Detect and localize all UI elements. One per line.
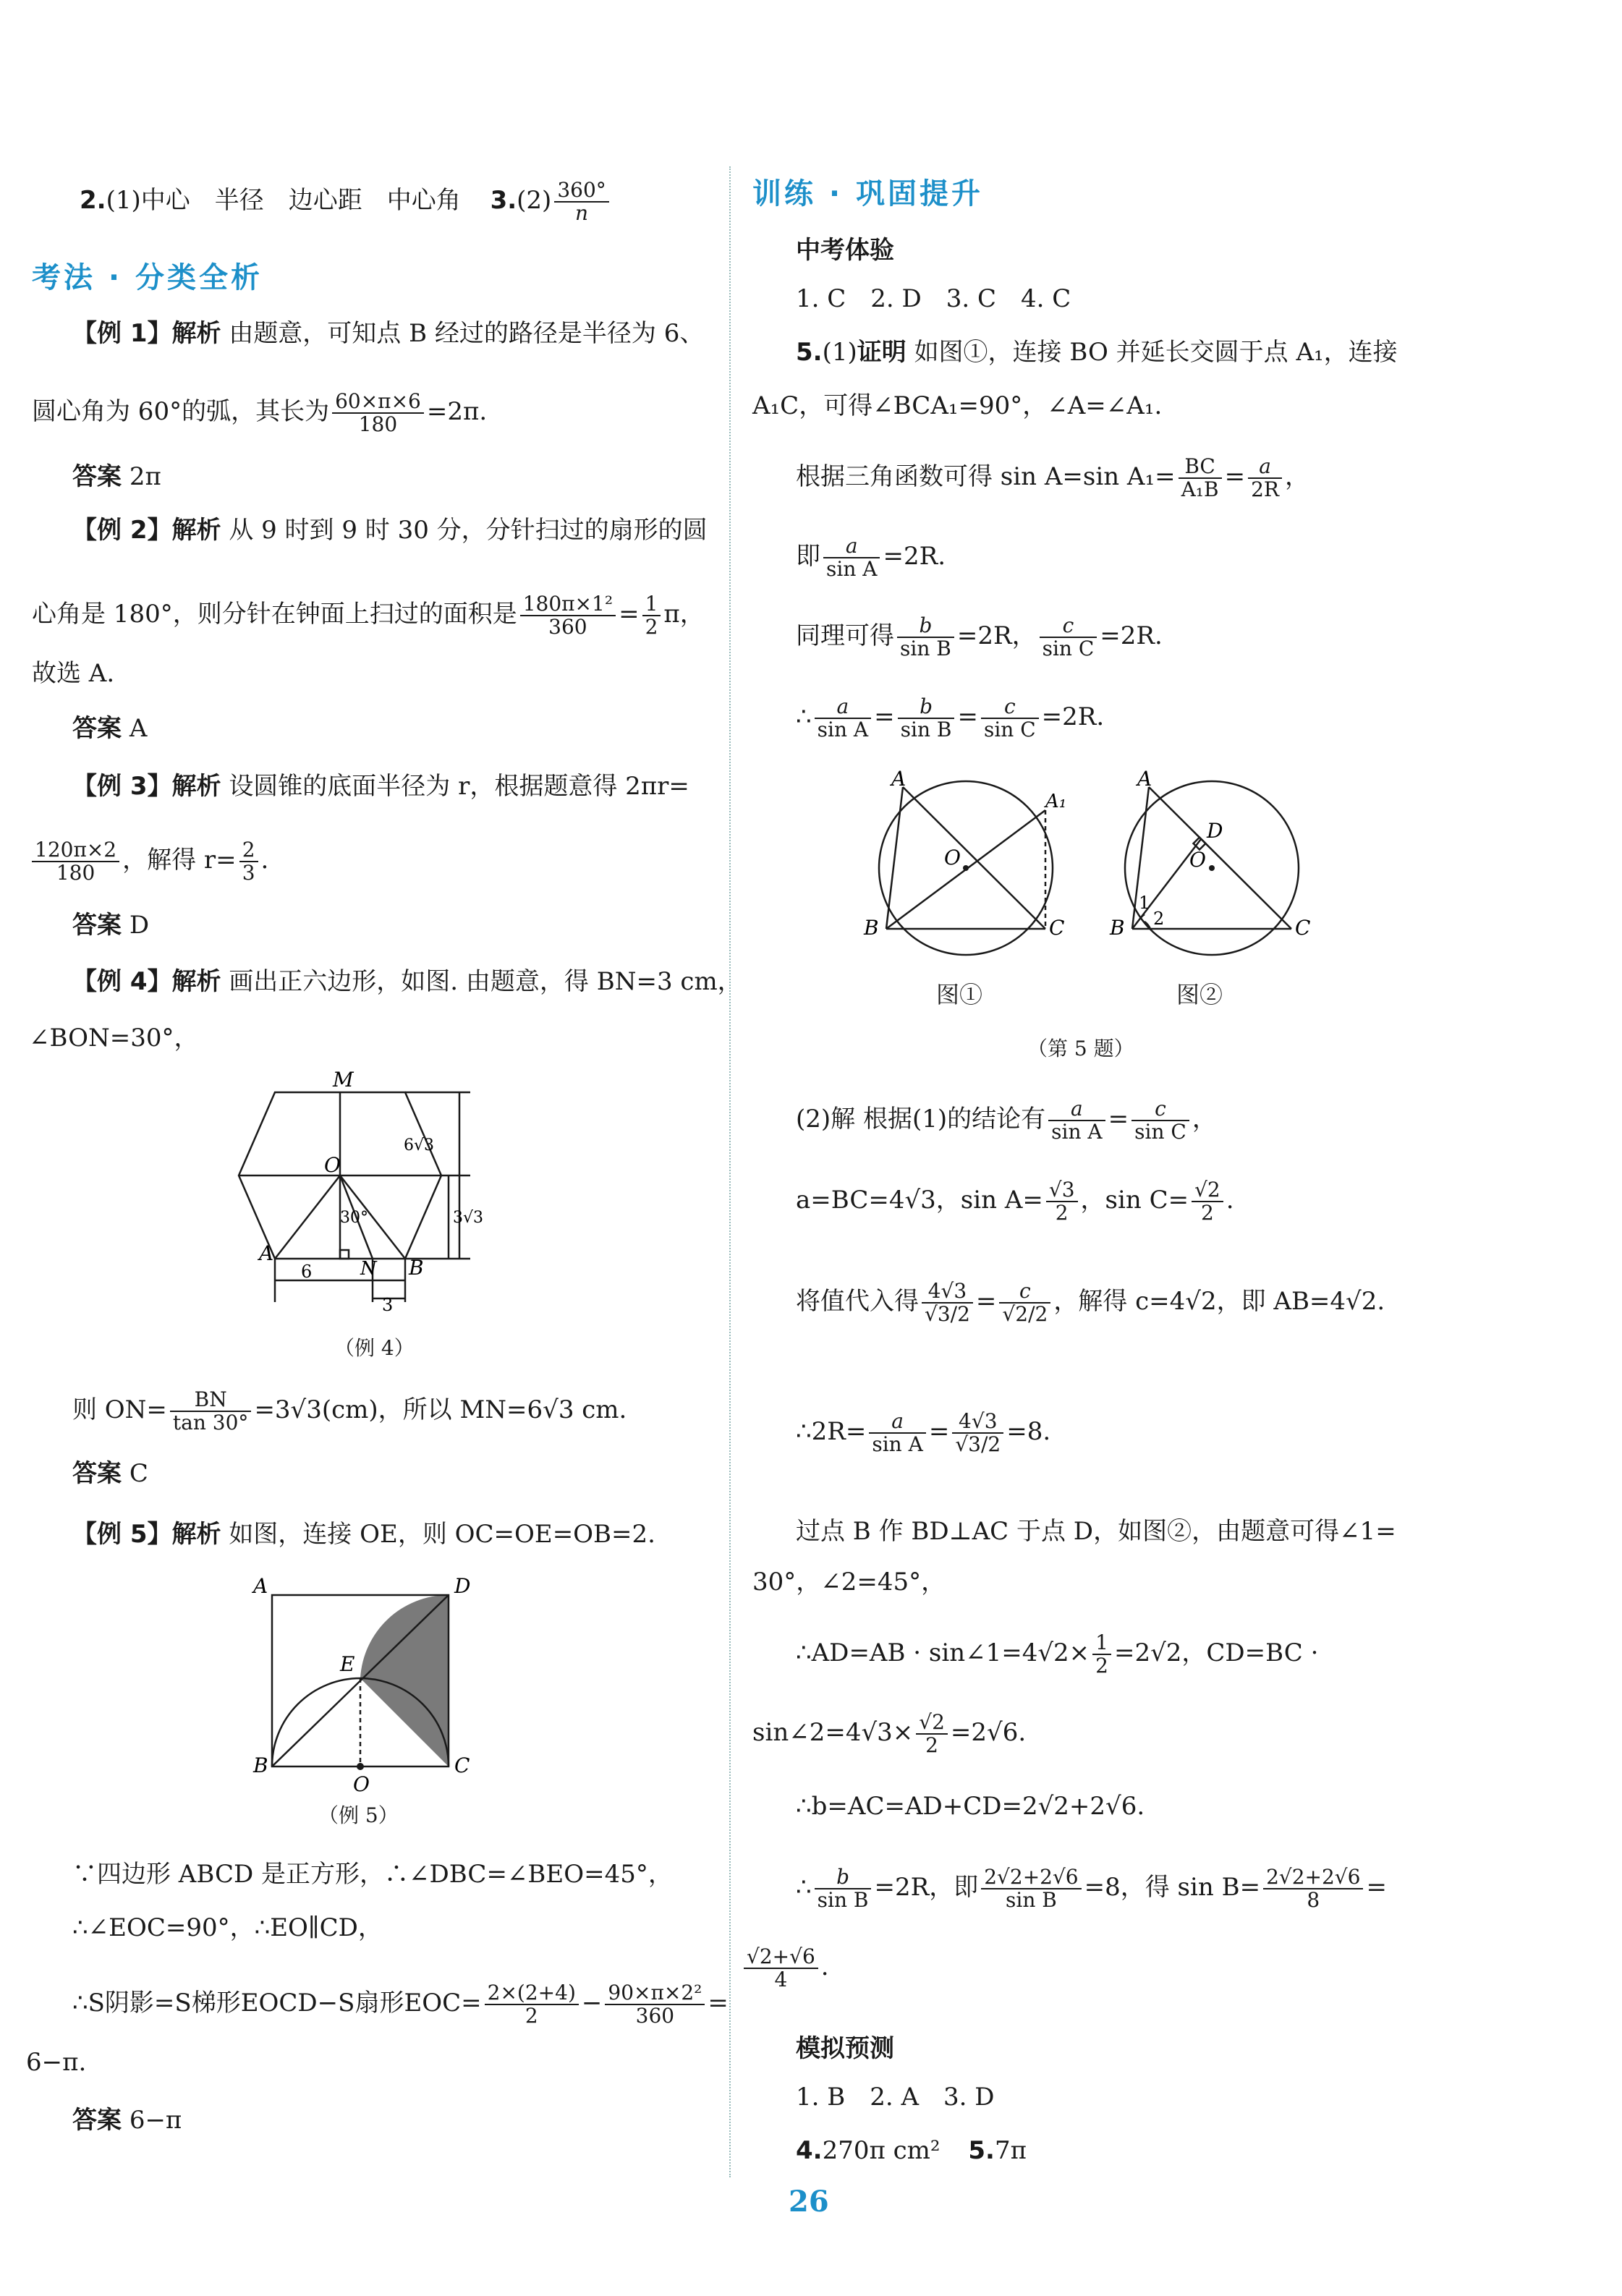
label-A: A <box>253 1577 268 1598</box>
circle-figure-1 <box>854 767 1071 962</box>
ex4-caption: （例 4） <box>334 1336 415 1360</box>
q5-line7: (2)解 根据(1)的结论有 $\frac{a}{\text{sin A}}$ = $\frac{c}{\text{sin C}}$ ， <box>796 1097 1217 1144</box>
ex5-caption: （例 5） <box>318 1803 399 1827</box>
label-M: M <box>333 1071 354 1092</box>
q5-line8: a=BC=4√3，sin A= $\frac{√3}{2}$ ，sin C= $\frac{√2}{2}$ . <box>796 1178 1234 1225</box>
right-column <box>723 0 1622 2296</box>
ex3-line2: $\frac{120\pi\times 2}{180}$ ，解得 r= $\frac{2}{3}$ . <box>29 839 268 884</box>
section-heading: 训练 · 巩固提升 <box>752 177 984 211</box>
top-items: (1)中心 半径 边心距 中心角 <box>106 186 461 215</box>
ex5-line2: ∵四边形 ABCD 是正方形，∴∠DBC=∠BEO=45°， <box>72 1860 673 1889</box>
hexagon-figure <box>232 1071 492 1317</box>
q5-caption: （第 5 题） <box>1027 1037 1134 1060</box>
ex2-line1: 【例 2】解析 从 9 时到 9 时 30 分，分针扫过的扇形的圆 <box>72 516 708 545</box>
ex2-line2: 心角是 180°，则分针在钟面上扫过的面积是 $\frac{\text{180π×1²}}{360}$ = $\frac{1}{2}$ π， <box>32 592 705 639</box>
ex4-line2: ∠BON=30°， <box>29 1024 199 1053</box>
square-figure <box>246 1577 477 1794</box>
label-B: B <box>1110 916 1125 940</box>
q5-line9: 将值代入得 $\frac{4√3}{√3/2}$ = $\frac{c}{√2/2}$ ，解得 c=4√2，即 AB=4√2. <box>796 1279 1385 1326</box>
fraction: $\frac{360^\circ}{n}$ <box>554 179 608 224</box>
ex5-line5: 6−π. <box>26 2048 87 2077</box>
q5-line5: 同理可得 $\frac{b}{\text{sin B}}$ =2R， $\frac{c}{\text{sin C}}$ =2R. <box>796 613 1163 660</box>
q5-line17: $\frac{√2+√6}{4}$ . <box>741 1946 829 1991</box>
q5-line13: ∴AD=AB · sin∠1=4√2× $\frac{1}{2}$ =2√2，CD=BC · <box>796 1630 1319 1678</box>
ex4-answer: 答案 C <box>72 1459 148 1488</box>
mc2-answers: 1. B 2. A 3. D <box>796 2083 995 2112</box>
last-answers: 4.270π cm² 5.7π <box>796 2136 1027 2165</box>
label-h1: 6√3 <box>404 1136 435 1155</box>
label-O: O <box>353 1772 370 1794</box>
label-E: E <box>340 1652 355 1676</box>
part-label: (2) <box>517 186 552 215</box>
label-w2: 3 <box>382 1295 394 1315</box>
ex2-line3: 故选 A. <box>32 659 115 688</box>
subheading-moni: 模拟预测 <box>796 2034 894 2063</box>
ex5-answer: 答案 6−π <box>72 2106 182 2135</box>
q5-line12: 30°，∠2=45°， <box>752 1568 946 1596</box>
q5-line15: ∴b=AC=AD+CD=2√2+2√6. <box>796 1792 1145 1821</box>
ex5-line4: ∴S阴影=S梯形EOCD−S扇形EOC= $\frac{2\times(2+4)}{2}$ − $\frac{\text{90×π×2²}}{360}$ = <box>72 1981 729 2028</box>
item-number: 2. <box>80 186 106 215</box>
ex5-line3: ∴∠EOC=90°，∴EO∥CD， <box>72 1913 383 1942</box>
label-C: C <box>1295 916 1311 940</box>
ex2-answer: 答案 A <box>72 714 148 743</box>
label-h2: 3√3 <box>453 1209 484 1227</box>
label-A: A <box>259 1241 274 1265</box>
label-2: 2 <box>1153 909 1165 929</box>
label-B: B <box>253 1753 268 1777</box>
fig2-caption: 图② <box>1176 981 1223 1008</box>
label-angle: 30° <box>340 1209 368 1227</box>
label-D: D <box>454 1577 471 1598</box>
label-B: B <box>409 1256 424 1280</box>
section-heading: 考法 · 分类全析 <box>32 261 263 294</box>
label-D: D <box>1207 819 1223 843</box>
label-C: C <box>1049 916 1065 940</box>
left-column <box>0 0 742 2296</box>
top-line <box>80 179 612 224</box>
label-w1: 6 <box>301 1262 313 1282</box>
ex1-line2: 圆心角为 60°的弧，其长为 $\frac{60\times\pi\times 6}{180}$ =2π. <box>32 389 488 436</box>
q5-line16: ∴ $\frac{b}{\text{sin B}}$ =2R，即 $\frac{2√2+2√6}{\text{sin B}}$ =8，得 sin B= $\frac{2√2+2√6}{8}$ = <box>796 1865 1387 1912</box>
q5-line4: 即 $\frac{a}{\text{sin A}}$ =2R. <box>796 534 946 581</box>
label-B: B <box>864 916 879 940</box>
ex1-line1: 【例 1】解析 由题意，可知点 B 经过的路径是半径为 6、 <box>72 319 705 348</box>
fig1-caption: 图① <box>936 981 983 1008</box>
page-number: 26 <box>789 2185 829 2219</box>
label-O: O <box>944 846 961 869</box>
label-C: C <box>454 1753 470 1777</box>
q5-line6: ∴ $\frac{a}{\text{sin A}}$ = $\frac{b}{\text{sin B}}$ = $\frac{c}{\text{sin C}}$ =2R. <box>796 694 1105 741</box>
mc-answers: 1. C 2. D 3. C 4. C <box>796 284 1071 313</box>
ex4-line1: 【例 4】解析 画出正六边形，如图. 由题意，得 BN=3 cm， <box>72 967 742 996</box>
label-1: 1 <box>1139 893 1150 913</box>
ex3-line1: 【例 3】解析 设圆锥的底面半径为 r，根据题意得 2πr= <box>72 772 689 801</box>
label-A: A <box>891 767 906 791</box>
label-O: O <box>1189 848 1206 872</box>
ex1-answer: 答案 2π <box>72 462 161 491</box>
q5-line2: A₁C，可得∠BCA₁=90°，∠A=∠A₁. <box>752 391 1163 420</box>
ex4-line3: 则 ON= $\frac{BN}{\tan 30^\circ}$ =3√3(cm)，所以 MN=6√3 cm. <box>72 1387 627 1434</box>
q5-line10: ∴2R= $\frac{a}{\text{sin A}}$ = $\frac{4√3}{√3/2}$ =8. <box>796 1409 1051 1456</box>
q5-line11: 过点 B 作 BD⊥AC 于点 D，如图②，由题意可得∠1= <box>796 1517 1396 1546</box>
label-N: N <box>360 1258 377 1280</box>
subheading-zhongkao: 中考体验 <box>796 236 894 265</box>
q5-line14: sin∠2=4√3× $\frac{√2}{2}$ =2√6. <box>752 1710 1027 1757</box>
circle-figure-2 <box>1100 767 1317 962</box>
label-A1: A₁ <box>1045 791 1067 812</box>
q5-line1: 5.(1)证明 如图①，连接 BO 并延长交圆于点 A₁，连接 <box>796 338 1398 367</box>
ex3-answer: 答案 D <box>72 911 150 940</box>
label-O: O <box>324 1153 341 1177</box>
q5-line3: 根据三角函数可得 sin A=sin A₁= $\frac{BC}{\text{A₁B}}$ = $\frac{a}{2R}$ ， <box>796 454 1310 501</box>
item-number: 3. <box>490 186 517 215</box>
label-A: A <box>1137 767 1152 791</box>
ex5-line1: 【例 5】解析 如图，连接 OE，则 OC=OE=OB=2. <box>72 1520 655 1549</box>
